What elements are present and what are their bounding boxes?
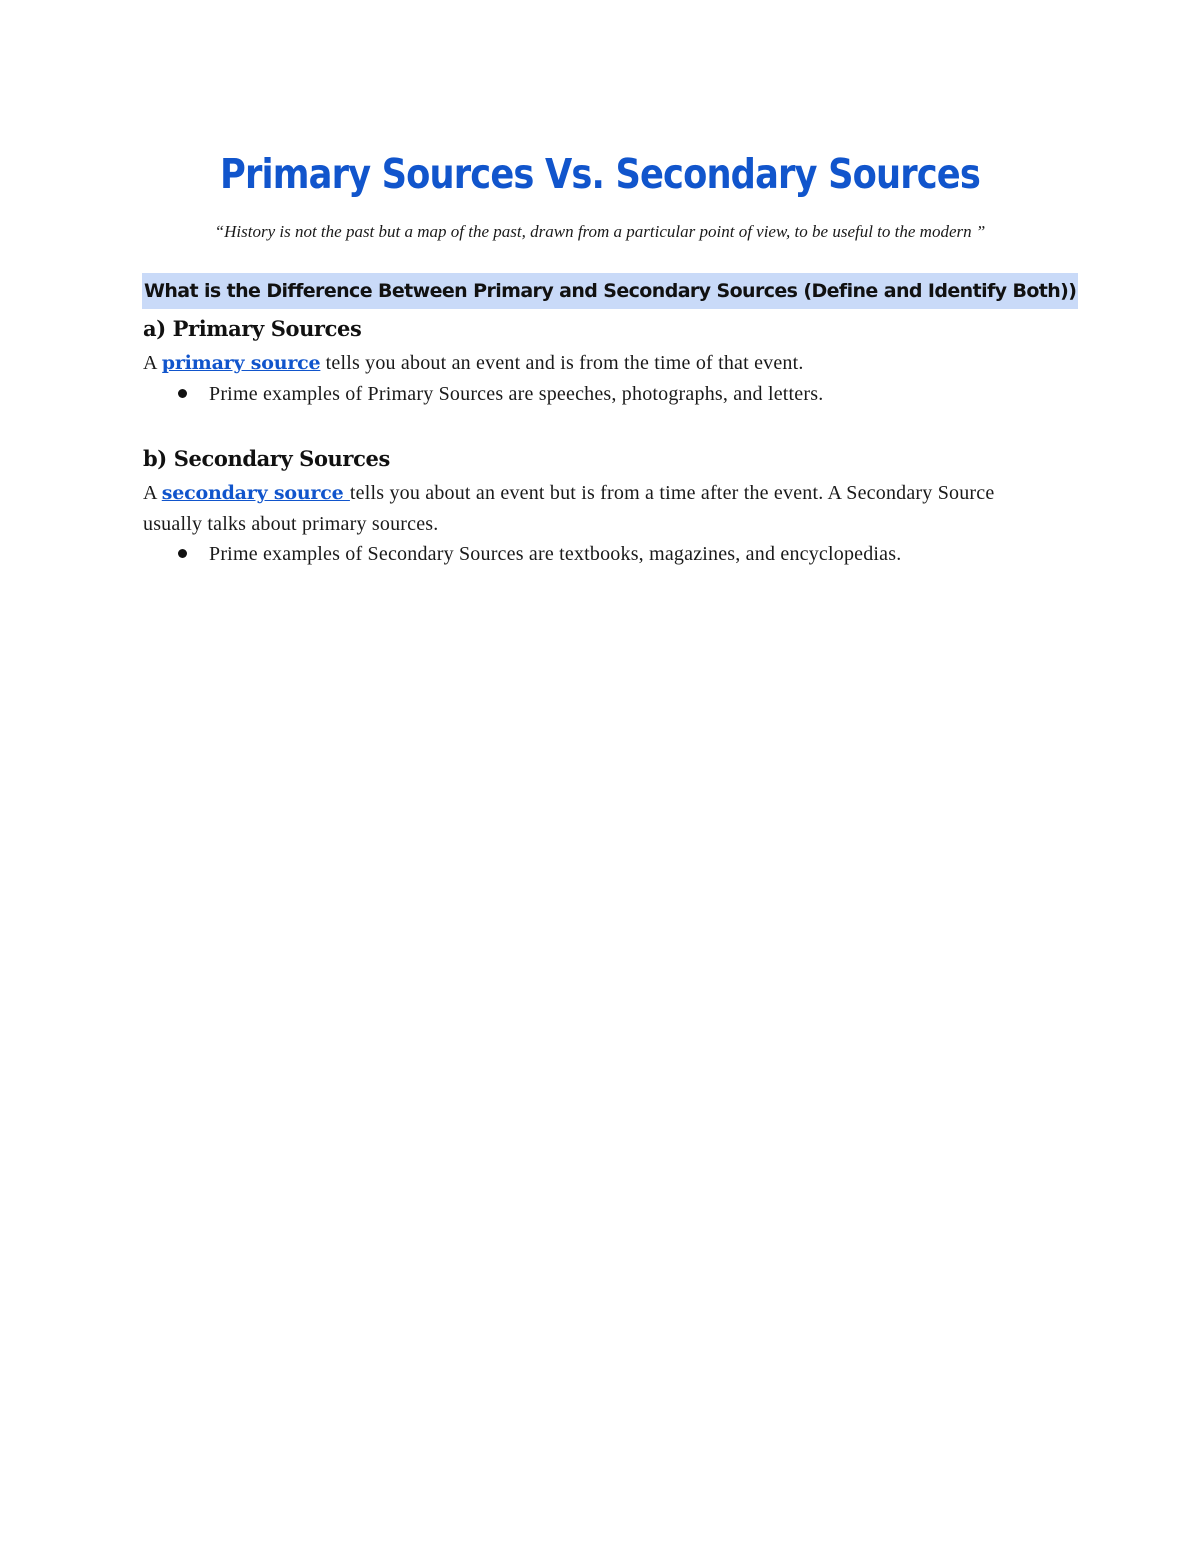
primary-definition-lead: A [143, 352, 162, 374]
bullet-icon [178, 549, 187, 558]
secondary-sources-heading: b) Secondary Sources [143, 446, 390, 471]
section-heading: What is the Difference Between Primary and Secondary Sources (Define and Identify Both)) [142, 273, 1078, 309]
primary-examples-bullet [178, 383, 823, 406]
secondary-definition [143, 478, 1033, 540]
secondary-examples-bullet [178, 543, 901, 566]
epigraph-quote: “History is not the past but a map of the past, drawn from a particular point of view, to be useful to the modern ” [214, 222, 986, 241]
primary-examples-text: Prime examples of Primary Sources are speeches, photographs, and letters. [209, 383, 824, 405]
secondary-definition-text: tells you about an event but is from a time after the event. A Secondary Source usually talks about primary sources. [143, 482, 995, 535]
bullet-icon [178, 389, 187, 398]
primary-definition-text: tells you about an event and is from the time of that event. [320, 352, 804, 374]
document-title: Primary Sources Vs. Secondary Sources [220, 150, 980, 198]
secondary-definition-lead: A [143, 482, 162, 504]
primary-definition [143, 348, 1043, 379]
secondary-source-link[interactable]: secondary source [161, 482, 350, 504]
primary-sources-heading: a) Primary Sources [143, 316, 362, 341]
secondary-examples-text: Prime examples of Secondary Sources are textbooks, magazines, and encyclopedias. [209, 543, 902, 565]
primary-source-link[interactable]: primary source [161, 352, 321, 374]
